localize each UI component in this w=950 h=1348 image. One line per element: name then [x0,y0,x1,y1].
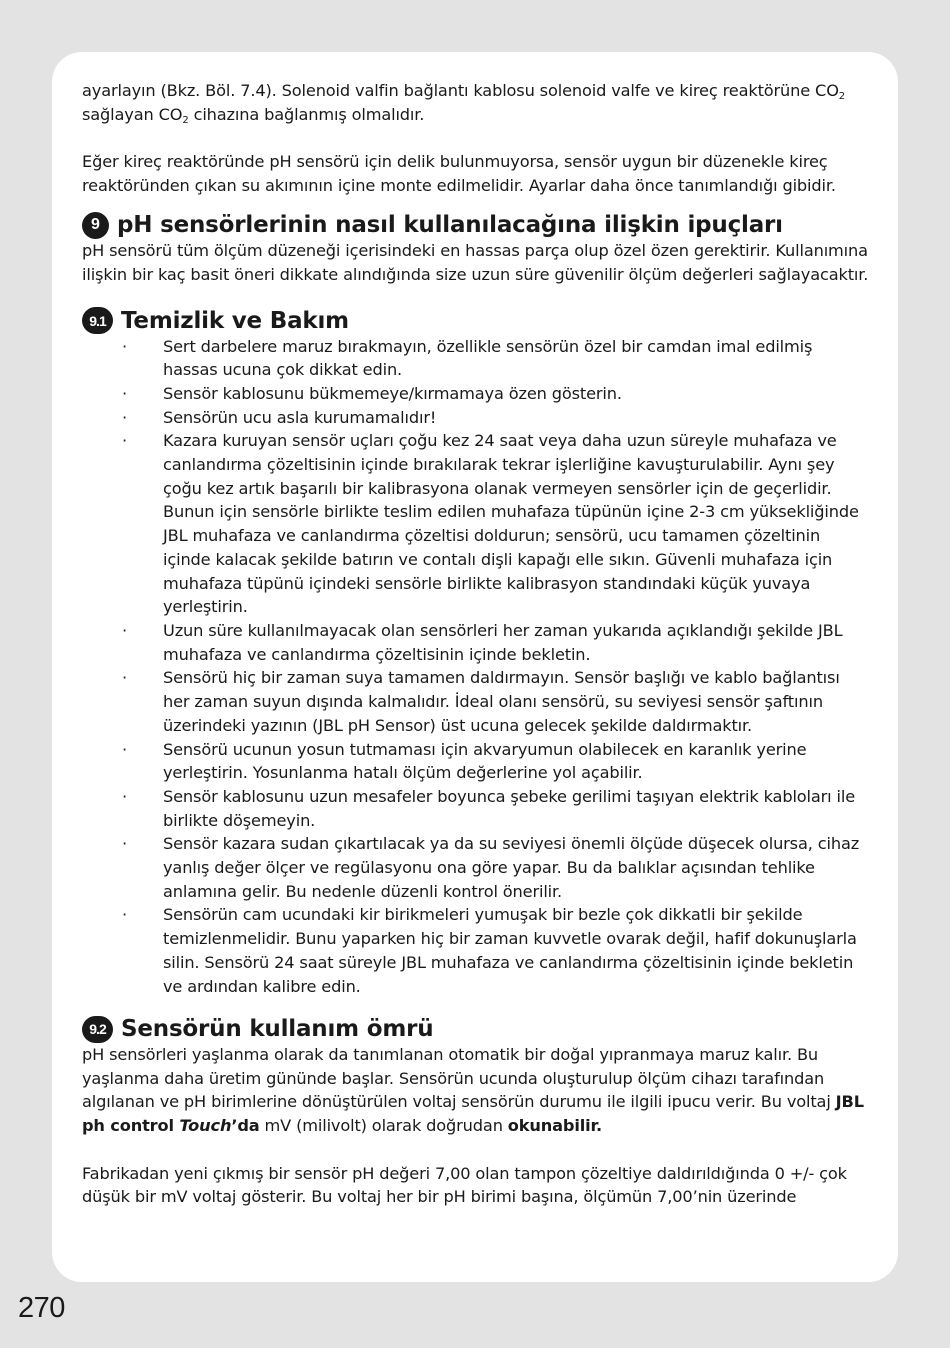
section-9-2-paragraph-1: pH sensörleri yaşlanma olarak da tanımlanan otomatik bir doğal yıpranmaya maruz kalır. Bu yaşlanma daha üretim gününde başlar. Sensörün ucunda oluşturulup ölçüm cihazı tarafından algılanan ve pH birimlerine dönüştürülen voltaj sensörün durumu ile ilgili ipucu verir. Bu voltaj JBL ph control Touch’da mV (milivolt) olarak doğrudan okunabilir. [82,1045,864,1136]
list-item: · Sensör kazara sudan çıkartılacak ya da su seviyesi önemli ölçüde düşecek olursa, cihaz yanlış değer ölçer ve regülasyonu ona göre yapar. Bu da balıklar açısından tehlike anlamına gelir. Bu nedenle düzenli kontrol önerilir. [122,834,860,901]
page-card [52,52,898,1282]
list-item: · Sensörün ucu asla kurumamalıdır! [82,406,869,430]
intro-paragraph-2: Eğer kireç reaktöründe pH sensörü için delik bulunmuyorsa, sensör uygun bir düzenekle kireç reaktöründen çıkan su akımının içine monte edilmelidir. Ayarlar daha önce tanımlandığı gibidir. [82,152,836,195]
list-item: · Sensörü hiç bir zaman suya tamamen daldırmayın. Sensör başlığı ve kablo bağlantısı her zaman suyun dışında kalmalıdır. İdeal olanı sensörü, su seviyesi sensör şaftının üzerindeki yazının (JBL pH Sensor) üst ucuna gelecek şekilde daldırmaktır. [122,668,840,735]
bullet: · [122,905,127,925]
section-title: Sensörün kullanım ömrü [121,1016,434,1043]
section-title: pH sensörlerinin nasıl kullanılacağına ilişkin ipuçları [117,212,783,239]
bullet: · [122,407,127,427]
page-number: 270 [18,1292,65,1324]
list-item: · Sensörün cam ucundaki kir birikmeleri yumuşak bir bezle çok dikkatli bir şekilde temizlenmelidir. Bunu yaparken hiç bir zaman kuvvetle ovarak değil, hafif dokunuşlarla silin. Sensörü 24 saat süreyle JBL muhafaza ve canlandırma çözeltisinin içinde bekletin ve ardından kalibre edin. [122,905,857,996]
section-9-body: pH sensörü tüm ölçüm düzeneği içerisindeki en hassas parça olup özel özen gerektirir. Kullanımına ilişkin bir kaç basit öneri dikkate alındığında size uzun süre güvenilir ölçüm değerleri sağlayacaktır. [82,241,869,284]
section-9-heading [82,211,869,239]
section-9-2-paragraph-2: Fabrikadan yeni çıkmış bir sensör pH değeri 7,00 olan tampon çözeltiye daldırıldığında 0 +/- çok düşük bir mV voltaj gösterir. Bu voltaj her bir pH birimi başına, ölçümün 7,00’nin üzerinde [82,1163,847,1207]
bullet: · [122,668,127,688]
section-number-badge: 9 [82,212,109,239]
bullet: · [122,834,127,854]
intro-paragraph-1: ayarlayın (Bkz. Böl. 7.4). Solenoid valfin bağlantı kablosu solenoid valfe ve kireç reaktörüne $CO_2$ sağlayan $CO_2$ cihazına bağlanmış olmalıdır. [82,81,846,126]
list-item: · Kazara kuruyan sensör uçları çoğu kez 24 saat veya daha uzun süreyle muhafaza ve canlandırma çözeltisinin içinde bırakılarak tekrar işlerliğine kavuşturulabilir. Aynı şey çoğu kez artık başarılı bir kalibrasyona olanak vermeyen sensörler için de geçerlidir. Bunun için sensörle birlikte teslim edilen muhafaza tüpünün içine 2-3 cm yüksekliğinde JBL muhafaza ve canlandırma çözeltisi doldurun; sensörü, ucu tamamen çözeltinin içinde kalacak şekilde batırın ve contalı dişli kapağı elle sıkın. Güvenli muhafaza için muhafaza tüpünü içindeki sensörle birlikte kalibrasyon standındaki küçük yuvaya yerleştirin. [122,431,859,617]
list-item: · Uzun süre kullanılmayacak olan sensörleri her zaman yukarıda açıklandığı şekilde JBL muhafaza ve canlandırma çözeltisinin içinde bekletin. [122,621,843,664]
bullet: · [122,383,127,403]
bullet: · [122,336,127,356]
section-number-badge: 9.1 [82,307,113,334]
bullet: · [122,431,127,451]
bullet: · [122,786,127,806]
section-9-2-heading [82,1015,869,1043]
section-number-badge: 9.2 [82,1016,113,1043]
list-item: · Sensör kablosunu bükmemeye/kırmamaya özen gösterin. [82,382,869,406]
bullet: · [122,739,127,759]
list-item: · Sert darbelere maruz bırakmayın, özellikle sensörün özel bir camdan imal edilmiş hassas ucuna çok dikkat edin. [122,336,813,380]
list-item: · Sensör kablosunu uzun mesafeler boyunca şebeke gerilimi taşıyan elektrik kabloları ile birlikte döşemeyin. [122,786,856,830]
list-item: · Sensörü ucunun yosun tutmaması için akvaryumun olabilecek en karanlık yerine yerleştirin. Yosunlanma hatalı ölçüm değerlerine yol açabilir. [122,739,807,783]
care-tips-list [82,335,869,999]
bullet: · [122,621,127,640]
section-title: Temizlik ve Bakım [121,307,349,334]
section-9-1-heading [82,307,869,335]
